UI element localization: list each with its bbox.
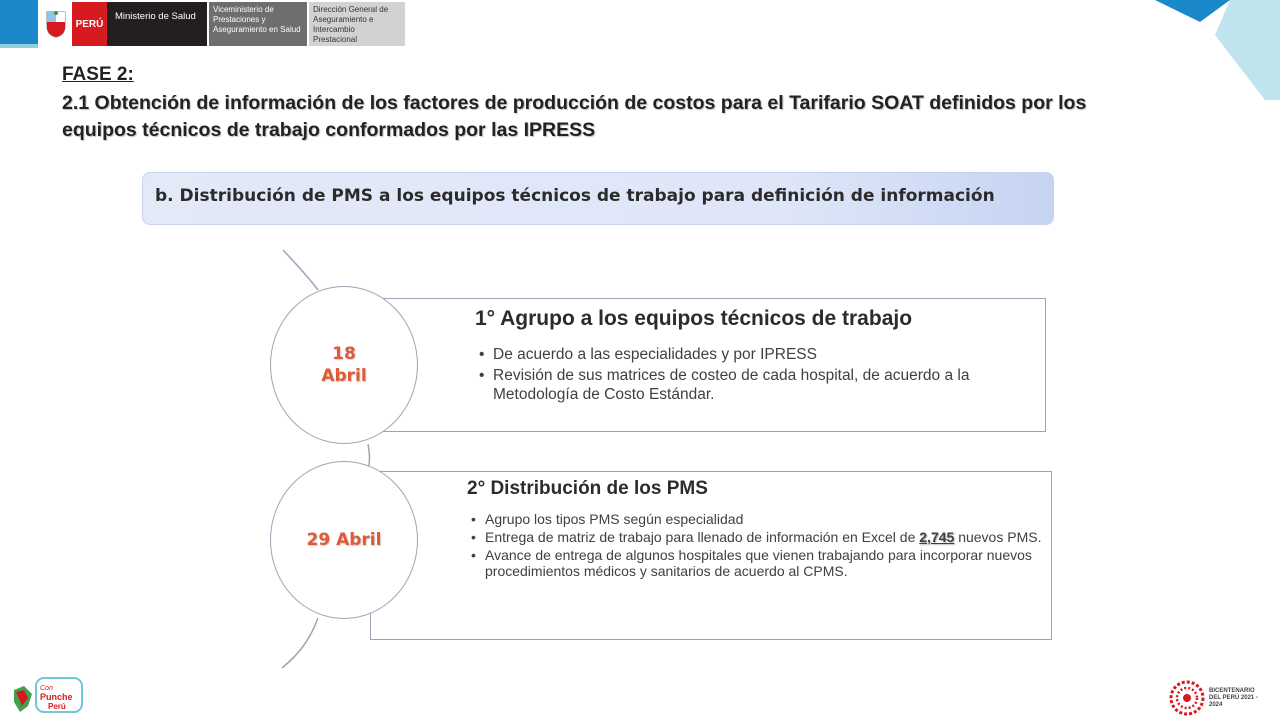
- timeline-arc-bottom: [282, 618, 318, 668]
- punche-peru-icon: [10, 672, 88, 718]
- peru-logo: PERÚ: [72, 2, 107, 46]
- list-item: • De acuerdo a las especialidades y por IPRESS: [475, 345, 1035, 364]
- timeline-arc-top: [283, 250, 318, 290]
- bicentenario-emblem-icon: [1168, 679, 1206, 717]
- svg-text:Punche: Punche: [40, 692, 73, 702]
- bicentenario-text: BICENTENARIO DEL PERÚ 2021 - 2024: [1209, 687, 1258, 708]
- step-1-bullets: [475, 345, 1035, 406]
- direccion-logo: Dirección General de Aseguramiento e Intercambio Prestacional: [309, 2, 405, 46]
- shield-icon: [44, 9, 68, 39]
- date-month: Abril: [321, 366, 367, 386]
- svg-text:Con: Con: [40, 685, 53, 692]
- corner-shape-top-left-light: [0, 44, 38, 48]
- peru-coat-of-arms-icon: [40, 2, 72, 46]
- section-banner: b. Distribución de PMS a los equipos técnicos de trabajo para definición de información: [142, 172, 1054, 225]
- date-circle-2: [270, 461, 418, 619]
- phase-label: FASE 2:: [62, 64, 134, 85]
- corner-shape-top-left: [0, 0, 38, 44]
- list-item: [467, 529, 1047, 545]
- step-1-title: 1° Agrupo a los equipos técnicos de trabajo: [475, 307, 913, 330]
- bicentenario-logo: [1168, 678, 1268, 718]
- date-day: 18: [332, 344, 356, 364]
- list-item: • Revisión de sus matrices de costeo de cada hospital, de acuerdo a la Metodología de Costo Estándar.: [475, 366, 1035, 404]
- corner-shape-top-right-light: [1215, 0, 1280, 100]
- list-item-text: nuevos PMS.: [954, 529, 1042, 545]
- viceministerio-logo: Viceministerio de Prestaciones y Aseguramiento en Salud: [209, 2, 307, 46]
- ministerio-logo: Ministerio de Salud: [107, 2, 207, 46]
- step-2-title: 2° Distribución de los PMS: [467, 478, 708, 499]
- header-logo-strip: [40, 2, 405, 46]
- pms-count: 2,745: [919, 529, 955, 545]
- list-item: • Agrupo los tipos PMS según especialidad: [467, 511, 1047, 527]
- step-2-box: [370, 471, 1052, 640]
- con-punche-peru-logo: [10, 672, 88, 718]
- corner-shape-top-right: [1155, 0, 1230, 22]
- list-item: • Avance de entrega de algunos hospitales que vienen trabajando para incorporar nuevos procedimientos médicos y sanitarios de acuerdo al CPMS.: [467, 547, 1047, 579]
- date-label: 29 Abril: [306, 530, 382, 550]
- list-item-text: Entrega de matriz de trabajo para llenado de información en Excel de: [485, 529, 920, 545]
- svg-text:Perú: Perú: [48, 702, 66, 711]
- page-title: 2.1 Obtención de información de los factores de producción de costos para el Tarifario SOAT definidos por los equipos técnicos de trabajo conformados por las IPRESS: [62, 92, 1087, 141]
- date-circle-1: [270, 286, 418, 444]
- step-2-bullets: [467, 511, 1047, 581]
- step-1-box: [370, 298, 1046, 432]
